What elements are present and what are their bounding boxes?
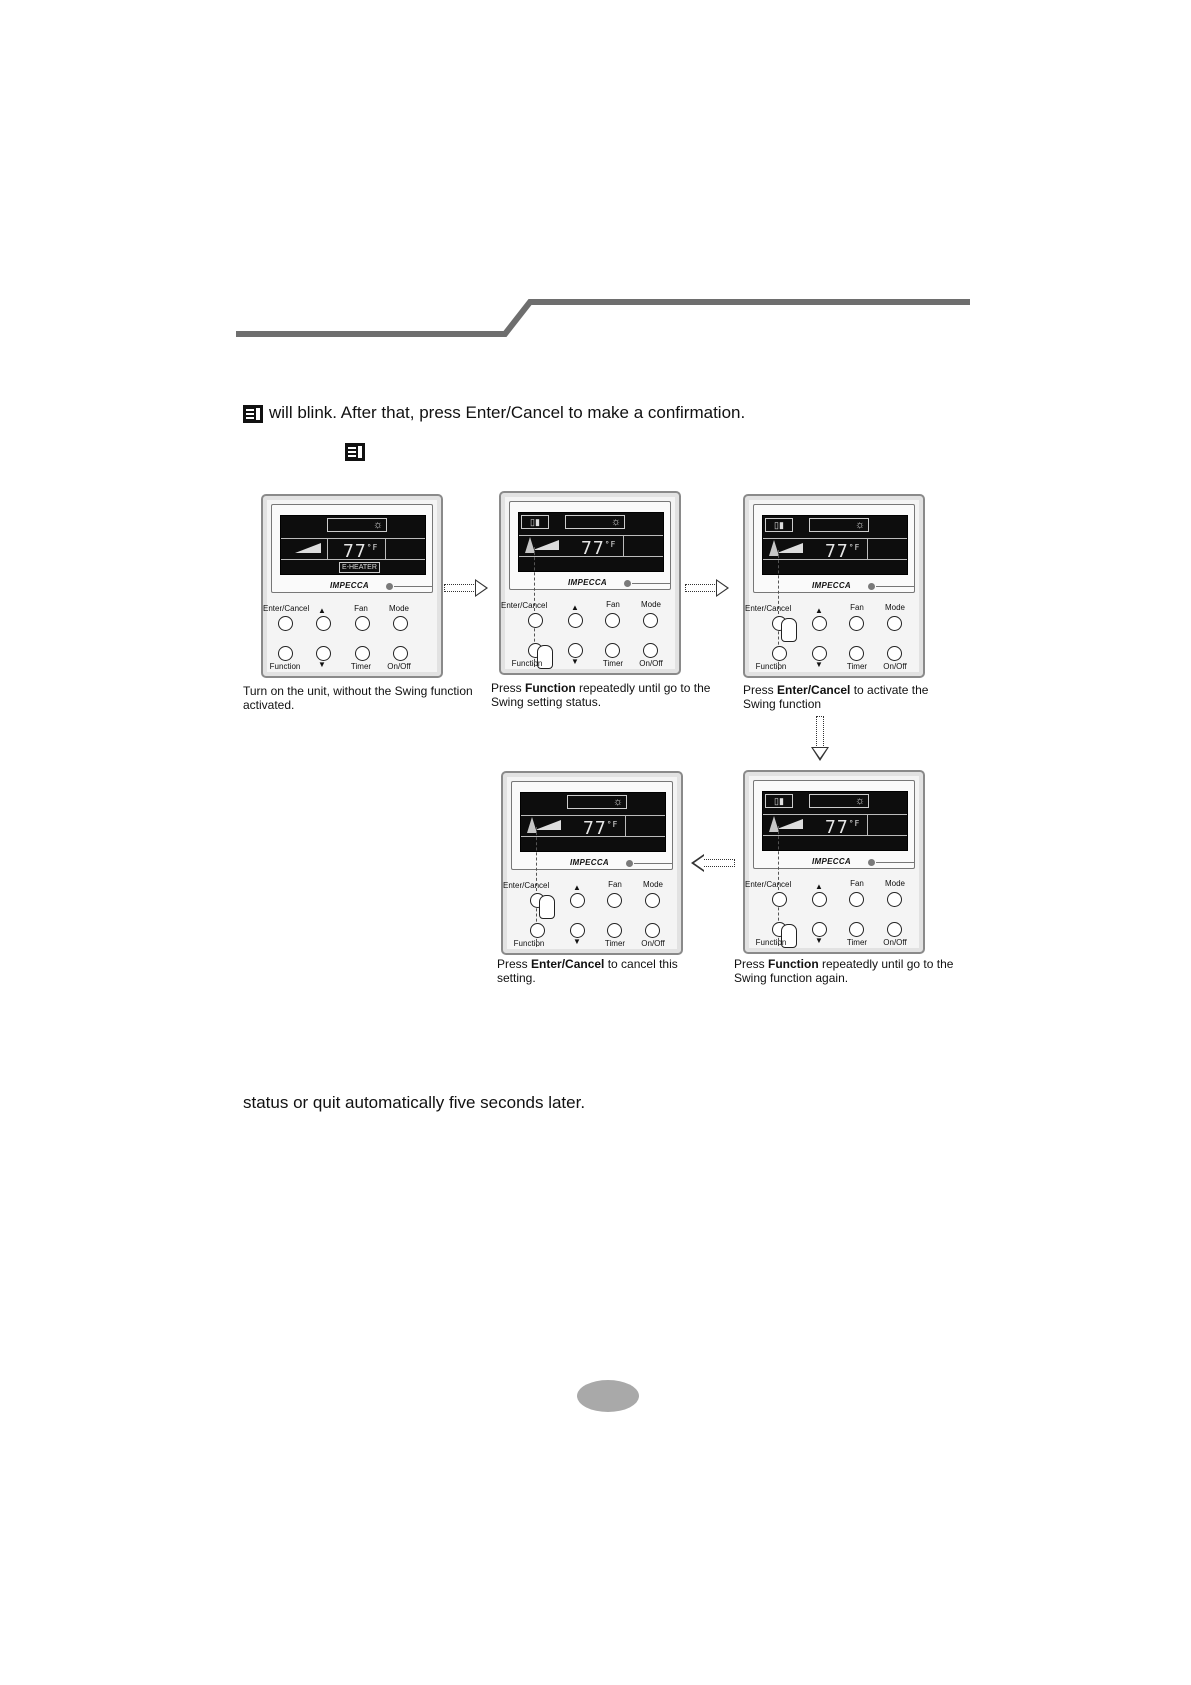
brand-logo: IMPECCA	[812, 581, 851, 590]
remote-panel-3: ▯▮ ☼ $77^{^\circ F}$ IMPECCA Enter/Cancel ▲ Fan Mode Function ▼ Timer On/Off	[743, 494, 925, 678]
fan-speed-icon	[777, 543, 803, 553]
lcd-display: ▯▮ ☼ $77^{^\circ F}$	[518, 512, 664, 572]
mode-button[interactable]	[887, 892, 902, 907]
down-button[interactable]	[812, 922, 827, 937]
down-button[interactable]	[570, 923, 585, 938]
temperature-readout: $77^{^\circ F}$	[825, 541, 861, 562]
enter-cancel-button[interactable]	[278, 616, 293, 631]
brand-logo: IMPECCA	[330, 581, 369, 590]
fan-speed-icon	[295, 543, 321, 553]
swing-icon	[345, 443, 371, 461]
lcd-display: ☼ $77^{^\circ F}$ E-HEATER	[280, 515, 426, 575]
power-led	[868, 859, 875, 866]
remote-panel-5: ☼ $77^{^\circ F}$ IMPECCA Enter/Cancel ▲ Fan Mode Function ▼ Timer On/Off	[501, 771, 683, 955]
up-button[interactable]	[570, 893, 585, 908]
down-button[interactable]	[568, 643, 583, 658]
mode-button[interactable]	[645, 893, 660, 908]
pointing-hand-icon	[781, 618, 797, 642]
up-button[interactable]	[316, 616, 331, 631]
enter-cancel-button[interactable]	[772, 892, 787, 907]
remote-panel-4: ▯▮ ☼ $77^{^\circ F}$ IMPECCA Enter/Cancel ▲ Fan Mode Function ▼ Timer On/Off	[743, 770, 925, 954]
timer-button[interactable]	[605, 643, 620, 658]
up-button[interactable]	[812, 616, 827, 631]
flow-arrow-right	[685, 582, 729, 594]
fan-speed-icon	[777, 819, 803, 829]
fan-button[interactable]	[355, 616, 370, 631]
power-led	[626, 860, 633, 867]
swing-indicator: ▯▮	[765, 794, 793, 808]
fan-button[interactable]	[607, 893, 622, 908]
timer-button[interactable]	[849, 922, 864, 937]
temperature-readout: $77^{^\circ F}$	[825, 817, 861, 838]
function-button[interactable]	[530, 923, 545, 938]
function-button[interactable]	[278, 646, 293, 661]
mode-button[interactable]	[643, 613, 658, 628]
mode-button[interactable]	[393, 616, 408, 631]
body-text-line: status or quit automatically five seconds later.	[243, 1093, 586, 1112]
temperature-readout: $77^{^\circ F}$	[583, 818, 619, 839]
flow-arrow-down	[813, 716, 827, 762]
onoff-button[interactable]	[393, 646, 408, 661]
remote-panel-2: ▯▮ ☼ $77^{^\circ F}$ IMPECCA Enter/Cancel ▲ Fan Mode Function ▼ Timer On/Off	[499, 491, 681, 675]
up-button[interactable]	[568, 613, 583, 628]
onoff-button[interactable]	[645, 923, 660, 938]
swing-indicator: ▯▮	[521, 515, 549, 529]
temperature-readout: $77^{^\circ F}$	[343, 541, 379, 562]
caption-step-1: Turn on the unit, without the Swing function activated.	[243, 684, 473, 712]
timer-button[interactable]	[607, 923, 622, 938]
lcd-display: ☼ $77^{^\circ F}$	[520, 792, 666, 852]
swing-indicator: ▯▮	[765, 518, 793, 532]
fan-button[interactable]	[605, 613, 620, 628]
flow-arrow-left	[691, 857, 735, 869]
up-button[interactable]	[812, 892, 827, 907]
fan-speed-icon	[533, 540, 559, 550]
caption-step-2: Press Function repeatedly until go to the Swing setting status.	[491, 681, 711, 709]
function-button[interactable]	[772, 646, 787, 661]
section-header-bar	[0, 0, 1191, 360]
timer-button[interactable]	[355, 646, 370, 661]
temperature-readout: $77^{^\circ F}$	[581, 538, 617, 559]
fan-button[interactable]	[849, 616, 864, 631]
swing-icon	[243, 405, 263, 423]
timer-button[interactable]	[849, 646, 864, 661]
caption-step-5: Press Function repeatedly until go to the Swing function again.	[734, 957, 954, 985]
pointing-hand-icon	[539, 895, 555, 919]
power-led	[624, 580, 631, 587]
page-number-badge	[577, 1380, 639, 1412]
heater-indicator: E-HEATER	[339, 562, 380, 573]
enter-cancel-button[interactable]	[528, 613, 543, 628]
flow-arrow-right	[444, 582, 488, 594]
onoff-button[interactable]	[643, 643, 658, 658]
down-button[interactable]	[812, 646, 827, 661]
power-led	[386, 583, 393, 590]
fan-button[interactable]	[849, 892, 864, 907]
intro-line-1: will blink. After that, press Enter/Cancel to make a confirmation.	[243, 403, 745, 423]
brand-logo: IMPECCA	[812, 857, 851, 866]
mode-button[interactable]	[887, 616, 902, 631]
brand-logo: IMPECCA	[570, 858, 609, 867]
caption-step-3: Press Enter/Cancel to activate the Swing function	[743, 683, 929, 711]
down-button[interactable]	[316, 646, 331, 661]
power-led	[868, 583, 875, 590]
lcd-display: ▯▮ ☼ $77^{^\circ F}$	[762, 791, 908, 851]
caption-step-4: Press Enter/Cancel to cancel this setting.	[497, 957, 678, 985]
onoff-button[interactable]	[887, 646, 902, 661]
brand-logo: IMPECCA	[568, 578, 607, 587]
remote-panel-1: ☼ $77^{^\circ F}$ E-HEATER IMPECCA Enter/Cancel ▲ Fan Mode Function ▼ Timer On/Off	[261, 494, 443, 678]
fan-speed-icon	[535, 820, 561, 830]
onoff-button[interactable]	[887, 922, 902, 937]
lcd-display: ▯▮ ☼ $77^{^\circ F}$	[762, 515, 908, 575]
